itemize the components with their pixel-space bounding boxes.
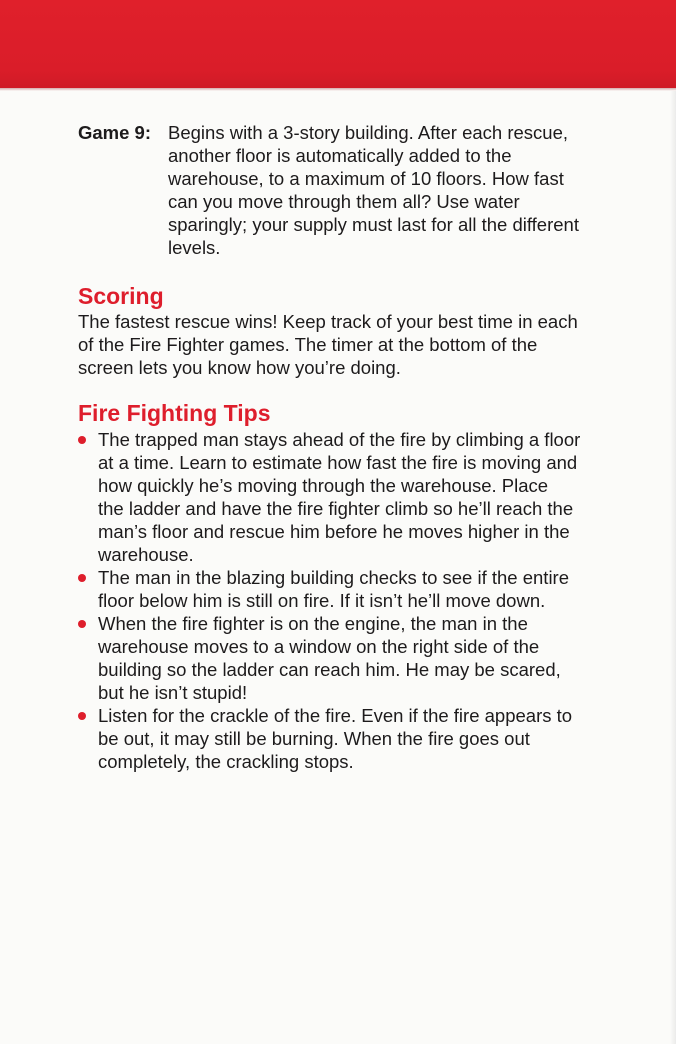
tip-text	[98, 428, 618, 566]
text-line: Begins with a 3-story building. After each rescue,	[168, 122, 569, 143]
text-line: can you move through them all? Use water	[168, 191, 520, 212]
tip-text	[98, 704, 618, 773]
text-line: be out, it may still be burning. When the fire goes out	[98, 728, 530, 749]
text-line: how quickly he’s moving through the warehouse. Place	[98, 475, 549, 496]
text-line: floor below him is still on fire. If it isn’t he’ll move down.	[98, 590, 546, 611]
text-line: but he isn’t stupid!	[98, 682, 248, 703]
text-line: screen lets you know how you’re doing.	[78, 357, 401, 378]
text-line: the ladder and have the fire fighter climb so he’ll reach the	[98, 498, 574, 519]
list-item	[78, 428, 618, 566]
text-line: The fastest rescue wins! Keep track of your best time in each	[78, 311, 578, 332]
text-line: man’s floor and rescue him before he moves higher in the	[98, 521, 570, 542]
bullet-icon	[78, 712, 86, 720]
text-line: warehouse.	[98, 544, 194, 565]
list-item	[78, 612, 618, 704]
text-line: completely, the crackling stops.	[98, 751, 354, 772]
text-line: another floor is automatically added to the	[168, 145, 512, 166]
tip-text	[98, 612, 618, 704]
scoring-paragraph	[78, 310, 608, 379]
text-line: sparingly; your supply must last for all the different	[168, 214, 579, 235]
tip-text	[98, 566, 618, 612]
scoring-heading: Scoring	[78, 283, 164, 309]
list-item	[78, 566, 618, 612]
game-9-description	[168, 121, 608, 259]
text-line: building so the ladder can reach him. He may be scared,	[98, 659, 561, 680]
list-item	[78, 704, 618, 773]
game-9-label: Game 9:	[78, 122, 152, 143]
bullet-icon	[78, 620, 86, 628]
text-line: at a time. Learn to estimate how fast the fire is moving and	[98, 452, 578, 473]
tips-heading: Fire Fighting Tips	[78, 400, 271, 426]
tips-list	[78, 428, 618, 773]
text-line: warehouse, to a maximum of 10 floors. How fast	[168, 168, 564, 189]
text-line: When the fire fighter is on the engine, the man in the	[98, 613, 528, 634]
text-line: levels.	[168, 237, 221, 258]
text-line: of the Fire Fighter games. The timer at the bottom of the	[78, 334, 538, 355]
text-line: The man in the blazing building checks to see if the entire	[98, 567, 570, 588]
text-line: Listen for the crackle of the fire. Even if the fire appears to	[98, 705, 573, 726]
bullet-icon	[78, 436, 86, 444]
text-line: The trapped man stays ahead of the fire by climbing a floor	[98, 429, 581, 450]
bullet-icon	[78, 574, 86, 582]
text-line: warehouse moves to a window on the right side of the	[98, 636, 540, 657]
